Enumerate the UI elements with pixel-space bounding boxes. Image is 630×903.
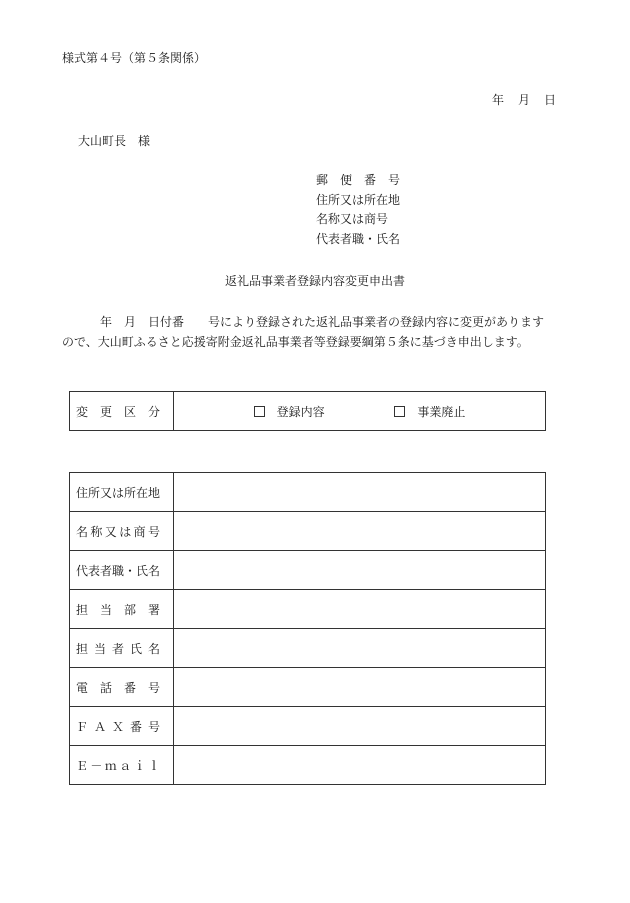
date-day: 日: [544, 93, 557, 107]
checkbox-icon[interactable]: [394, 406, 405, 417]
applicant-name: 名称又は商号: [316, 212, 389, 226]
applicant-address: 住所又は所在地: [316, 192, 401, 207]
checkbox-icon[interactable]: [254, 406, 265, 417]
date-line: [492, 91, 556, 108]
table-row: [70, 473, 546, 512]
option-business-closure[interactable]: 事業廃止: [394, 403, 465, 420]
row-label: 名称又は商号: [70, 512, 174, 551]
date-year: 年: [492, 93, 505, 107]
change-type-table: [69, 391, 546, 431]
table-row: [70, 512, 546, 551]
row-label: 代表者職・氏名: [70, 551, 174, 590]
option-registration-change[interactable]: 登録内容: [254, 403, 325, 420]
row-value[interactable]: [174, 590, 546, 629]
date-month: 月: [518, 93, 531, 107]
row-value[interactable]: [174, 629, 546, 668]
table-row: [70, 707, 546, 746]
row-value[interactable]: [174, 707, 546, 746]
table-row: [70, 629, 546, 668]
row-value[interactable]: [174, 551, 546, 590]
table-row: [70, 668, 546, 707]
change-type-label: 変 更 区 分: [70, 392, 174, 431]
change-type-options: [174, 392, 546, 431]
body-line-1: 年 月 日付番 号により登録された返礼品事業者の登録内容に変更があります: [100, 315, 545, 329]
row-label: 電話番号: [70, 668, 174, 707]
row-label: Ｅ－ｍａｉｌ: [70, 746, 174, 785]
table-row: [70, 590, 546, 629]
info-table: [69, 472, 546, 785]
body-line-2: ので、大山町ふるさと応援寄附金返礼品事業者等登録要綱第５条に基づき申出します。: [62, 335, 529, 349]
table-row: [70, 746, 546, 785]
row-label: 担当者氏名: [70, 629, 174, 668]
row-label: 担当部署: [70, 590, 174, 629]
addressee: 大山町長 様: [78, 134, 151, 148]
applicant-block: [316, 171, 400, 249]
applicant-representative: 代表者職・氏名: [316, 231, 401, 246]
document-title: 返礼品事業者登録内容変更申出書: [224, 274, 405, 288]
form-number: 様式第４号（第５条関係）: [62, 51, 207, 65]
row-value[interactable]: [174, 668, 546, 707]
row-label: ＦＡＸ番号: [70, 707, 174, 746]
row-value[interactable]: [174, 746, 546, 785]
applicant-postal-code: 郵 便 番 号: [316, 173, 401, 187]
row-value[interactable]: [174, 473, 546, 512]
row-value[interactable]: [174, 512, 546, 551]
body-text: [62, 312, 582, 352]
row-label: 住所又は所在地: [70, 473, 174, 512]
table-row: [70, 551, 546, 590]
